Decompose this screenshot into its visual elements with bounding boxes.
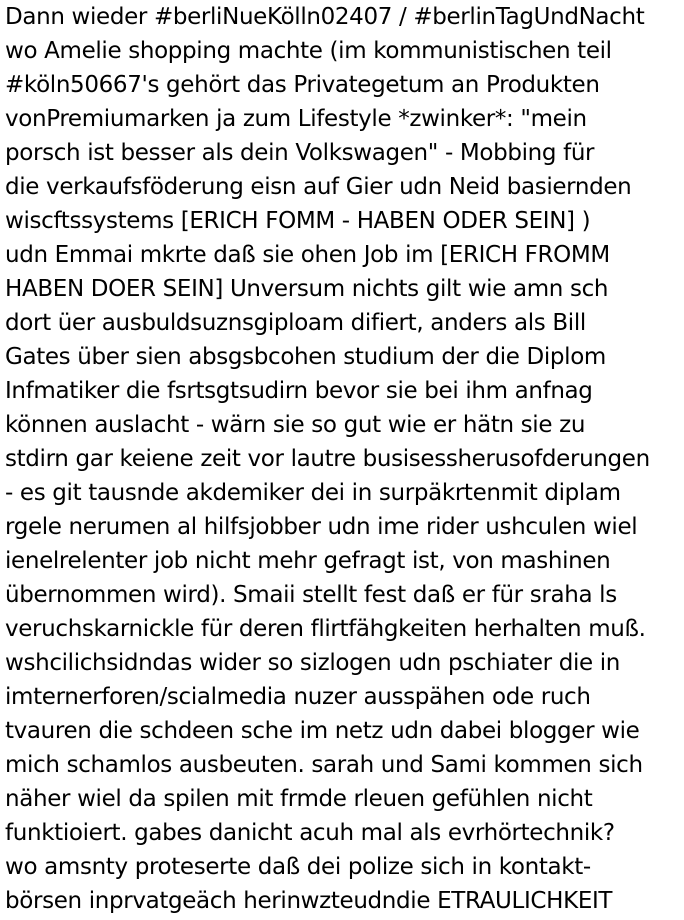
text-line: tvauren die schdeen sche im netz udn dabei blogger wie — [5, 718, 640, 744]
text-line: wo amsnty proteserte daß dei polize sich in kontakt- — [5, 854, 591, 880]
text-line: Gates über sien absgsbcohen studium der die Diplom — [5, 344, 606, 370]
text-line: vonPremiumarken ja zum Lifestyle *zwinker*: "mein — [5, 106, 587, 132]
text-line: wo Amelie shopping machte (im kommunistischen teil — [5, 38, 612, 64]
text-line: mich schamlos ausbeuten. sarah und Sami kommen sich — [5, 752, 643, 778]
text-line: Infmatiker die fsrtsgtsudirn bevor sie bei ihm anfnag — [5, 378, 593, 404]
text-line: HABEN DOER SEIN] Unversum nichts gilt wie amn sch — [5, 276, 609, 302]
text-line: - es git tausnde akdemiker dei in surpäkrtenmit diplam — [5, 480, 621, 506]
text-line: die verkaufsföderung eisn auf Gier udn Neid basiernden — [5, 174, 632, 200]
text-line: udn Emmai mkrte daß sie ohen Job im [ERICH FROMM — [5, 242, 610, 268]
text-line: näher wiel da spilen mit frmde rleuen gefühlen nicht — [5, 786, 593, 812]
text-line: wshcilichsidndas wider so sizlogen udn pschiater die in — [5, 650, 621, 676]
text-line: ienelrelenter job nicht mehr gefragt ist, von mashinen — [5, 548, 611, 574]
text-line: rgele nerumen al hilfsjobber udn ime rider ushculen wiel — [5, 514, 638, 540]
text-line: können auslacht - wärn sie so gut wie er hätn sie zu — [5, 412, 586, 438]
text-line: Dann wieder #berliNueKölln02407 / #berlinTagUndNacht — [5, 4, 645, 30]
text-line: imternerforen/scialmedia nuzer ausspähen ode ruch — [5, 684, 591, 710]
document-text — [5, 0, 681, 918]
text-line: funktioiert. gabes danicht acuh mal als evrhörtechnik? — [5, 820, 615, 846]
text-line: veruchskarnickle für deren flirtfähgkeiten herhalten muß. — [5, 616, 646, 642]
text-line: übernommen wird). Smaii stellt fest daß er für sraha ls — [5, 582, 617, 608]
text-line: stdirn gar keiene zeit vor lautre busisessherusofderungen — [5, 446, 650, 472]
text-line: wiscftssystems [ERICH FOMM - HABEN ODER SEIN] ) — [5, 208, 591, 234]
text-line: #köln50667's gehört das Privategetum an Produkten — [5, 72, 600, 98]
text-line: dort üer ausbuldsuznsgiploam difiert, anders als Bill — [5, 310, 586, 336]
text-line: porsch ist besser als dein Volkswagen" - Mobbing für — [5, 140, 595, 166]
text-line: börsen inprvatgeäch herinwzteudndie ETRAULICHKEIT — [5, 888, 613, 914]
